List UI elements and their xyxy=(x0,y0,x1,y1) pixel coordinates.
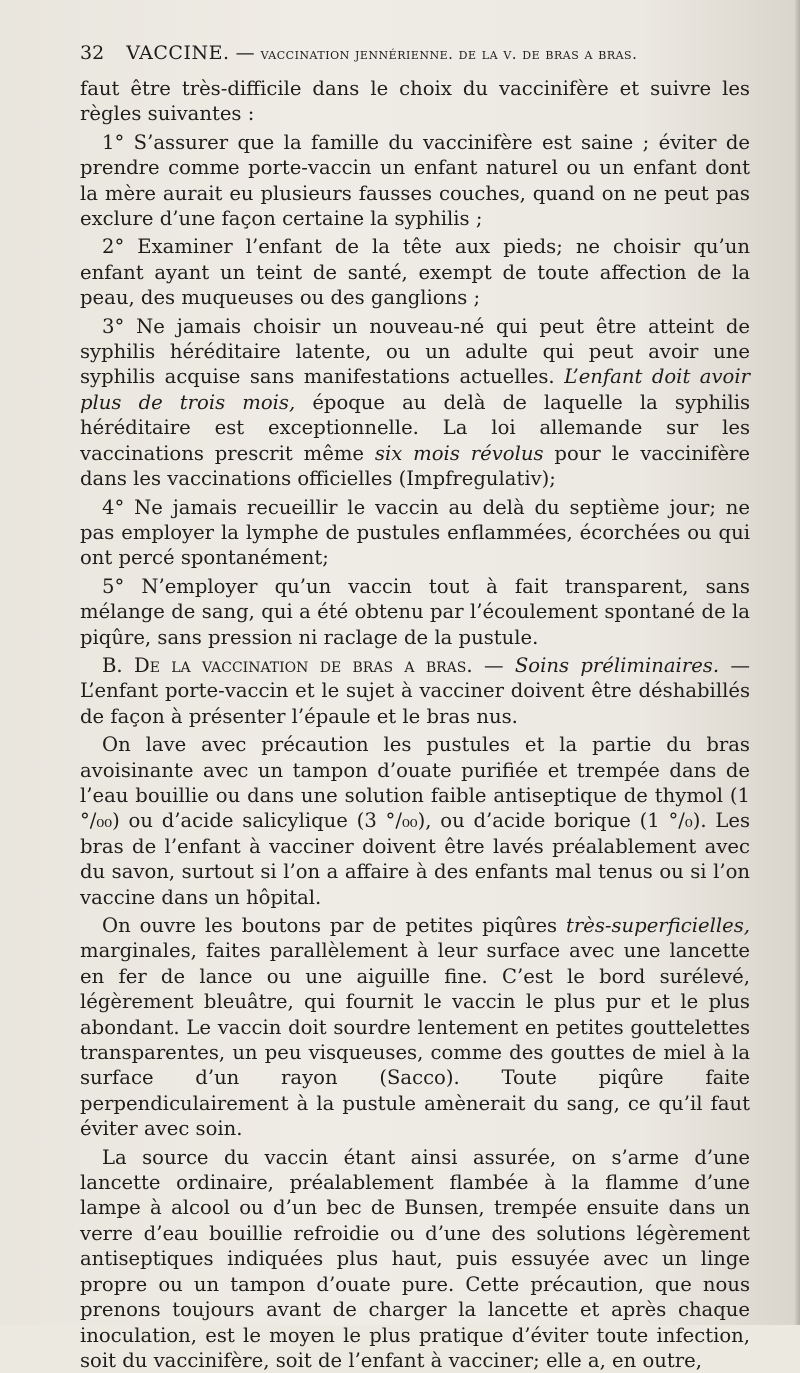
paragraph-opening xyxy=(80,913,750,1142)
section-b-dash: — xyxy=(483,653,504,677)
paragraph-washing: On lave avec précaution les pustules et la partie du bras avoisinante avec un tampon d’ouate purifiée et trempée dans de l’eau bouillie ou dans une solution faible antiseptique de thymol (1 °/₀₀) ou d’acide salicylique (3 °/₀₀), ou d’acide borique (1 °/₀). Les bras de l’enfant à vacciner doivent être lavés préalablement avec du savon, surtout si l’on a affaire à des enfants mal tenus ou si l’on vaccine dans un hôpital. xyxy=(80,733,750,909)
header-dash: — xyxy=(235,42,255,64)
rule-3-text-a: 3° Ne jamais choisir un nouveau-né qui peut être atteint de syphilis héréditaire latente, ou un adulte qui peut avoir une syphilis acquise sans manifestations actuelles. xyxy=(80,314,750,389)
opening-text-b: marginales, faites parallèlement à leur surface avec une lancette en fer de lance ou une aiguille fine. C’est le bord surélevé, légèrement bleuâtre, qui fournit le vaccin le plus pur et le plus abondant. Le vaccin doit sourdre lentement en petites gouttelettes transparentes, un peu visqueuses, comme des gouttes de miel à la surface d’un rayon (Sacco). Toute piqûre faite perpendiculairement à la pustule amènerait du sang, ce qu’il faut éviter avec soin. xyxy=(80,939,750,1141)
page-body xyxy=(80,76,750,1373)
rule-2: 2° Examiner l’enfant de la tête aux pieds; ne choisir qu’un enfant ayant un teint de santé, exempt de toute affection de la peau, des muqueuses ou des ganglions ; xyxy=(80,235,750,310)
rule-3-text-c: pour le vaccinifère dans les vaccinations officielles (Impfregulativ); xyxy=(80,441,751,491)
section-b-text: — L’enfant porte-vaccin et le sujet à vacciner doivent être déshabillés de façon à présenter l’épaule et le bras nus. xyxy=(80,653,751,728)
rule-3-emphasis-b: six mois révolus xyxy=(374,441,544,465)
running-header xyxy=(80,40,770,67)
section-b-intro xyxy=(80,653,750,729)
rule-3-text-b: époque au delà de laquelle la syphilis héréditaire est exceptionnelle. La loi allemande sur les vaccinations prescrit même xyxy=(80,390,751,465)
opening-text-a: On ouvre les boutons par de petites piqûres xyxy=(102,914,558,937)
rule-5: 5° N’employer qu’un vaccin tout à fait transparent, sans mélange de sang, qui a été obtenu par l’écoulement spontané de la piqûre, sans pression ni raclage de la pustule. xyxy=(80,574,750,649)
rule-1: 1° S’assurer que la famille du vaccinifère est saine ; éviter de prendre comme porte-vaccin un enfant naturel ou un enfant dont la mère aurait eu plusieurs fausses couches, quand on ne peut pas exclure d’une façon certaine la syphilis ; xyxy=(80,130,750,231)
page-number: 32 xyxy=(80,42,105,64)
rule-3 xyxy=(80,314,750,492)
section-b-heading: De la vaccination de bras a bras. xyxy=(133,653,473,677)
section-title: vaccination jennérienne. de la v. de bras a bras. xyxy=(260,45,638,63)
chapter-title: VACCINE. xyxy=(126,42,230,64)
opening-emphasis: très-superficielles, xyxy=(565,914,750,937)
rule-4: 4° Ne jamais recueillir le vaccin au delà du septième jour; ne pas employer la lymphe de pustules enflammées, écorchées ou qui ont percé spontanément; xyxy=(80,495,750,570)
paragraph-continuation: faut être très-difficile dans le choix du vaccinifère et suivre les règles suivantes : xyxy=(80,77,750,126)
section-b-subheading: Soins préliminaires. xyxy=(514,653,720,677)
rule-3-emphasis-a: L’enfant doit avoir plus de trois mois, xyxy=(80,365,750,414)
page-edge-shadow xyxy=(794,0,800,1325)
paragraph-lancet: La source du vaccin étant ainsi assurée, on s’arme d’une lancette ordinaire, préalablement flambée à la flamme d’une lampe à alcool ou d’un bec de Bunsen, trempée ensuite dans un verre d’eau bouillie refroidie ou d’une des solutions légèrement antiseptiques indiquées plus haut, puis essuyée avec un linge propre ou un tampon d’ouate pure. Cette précaution, que nous prenons toujours avant de charger la lancette et après chaque inoculation, est le moyen le plus pratique d’éviter toute infection, soit du vaccinifère, soit de l’enfant à vacciner; elle a, en outre, xyxy=(80,1145,750,1372)
section-b-letter: B. xyxy=(102,653,123,677)
